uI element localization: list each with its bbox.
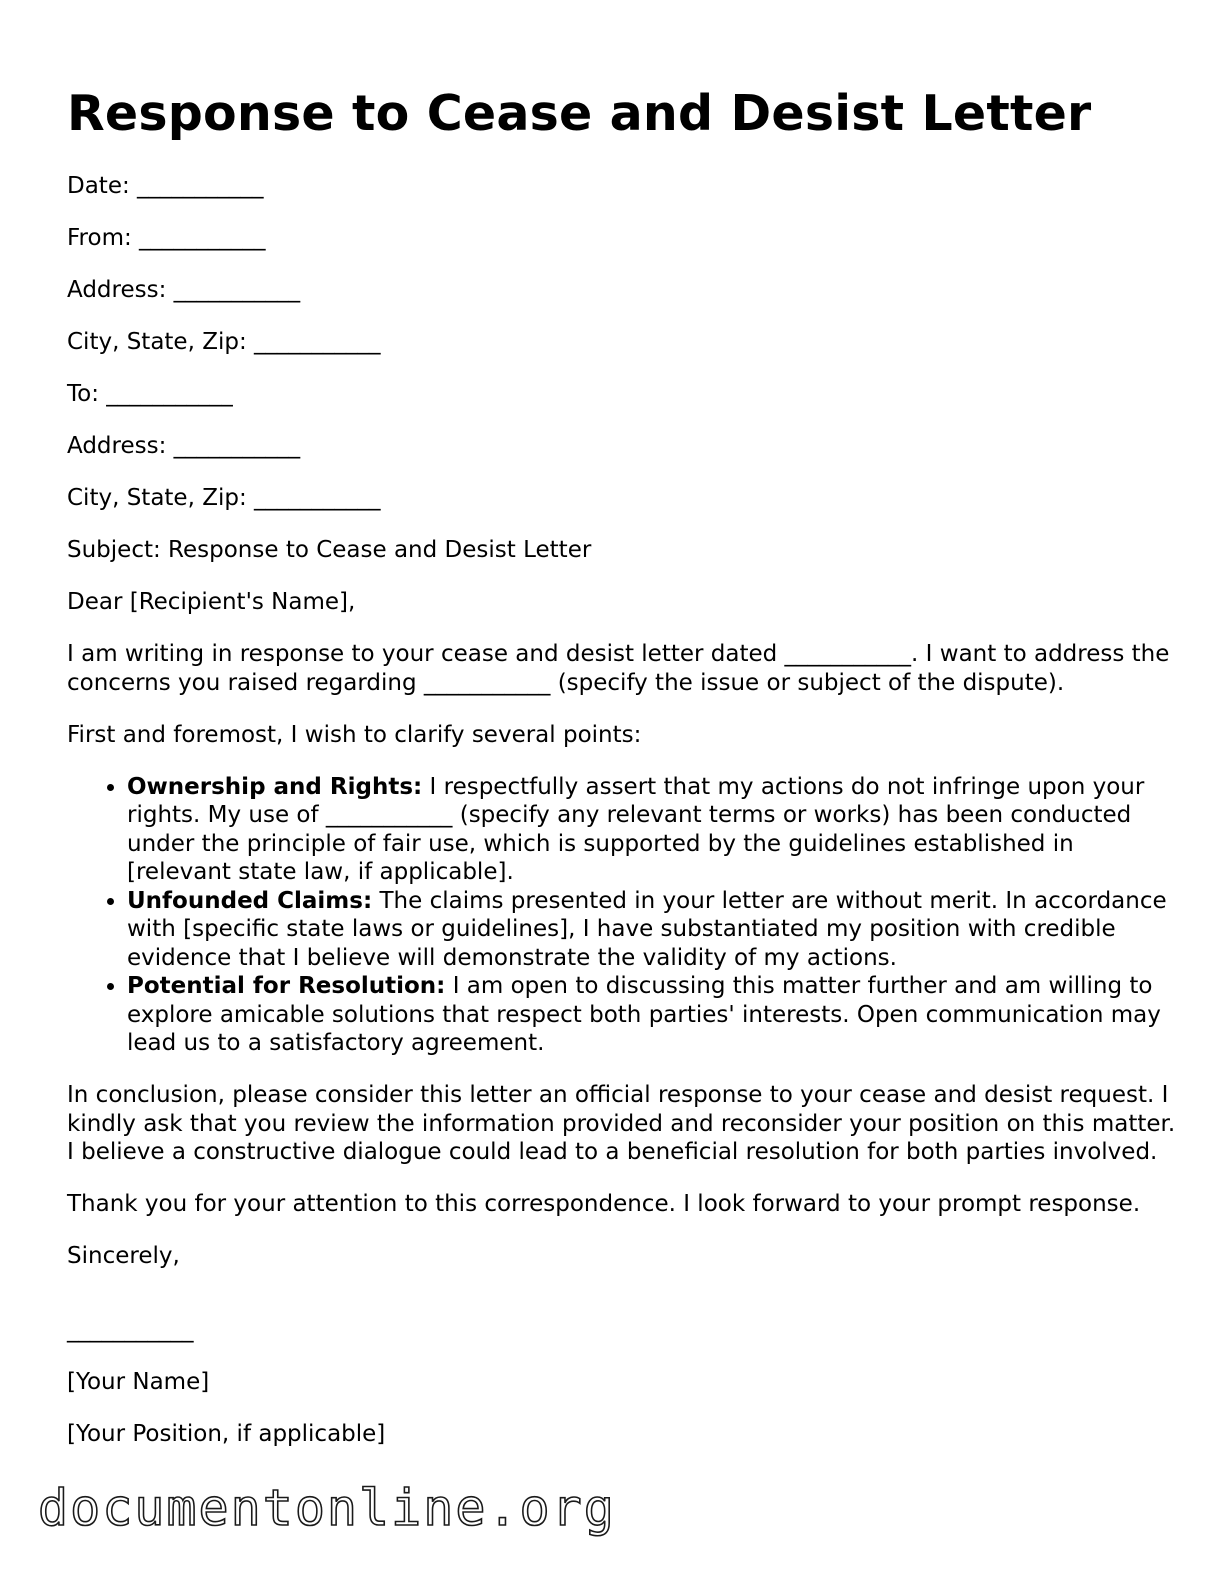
point-heading: Unfounded Claims: — [127, 887, 373, 914]
to-field: To: ___________ — [67, 381, 233, 407]
closing: Sincerely, — [67, 1243, 180, 1269]
page-title: Response to Cease and Desist Letter — [67, 85, 1092, 142]
from-address-field: Address: ___________ — [67, 277, 301, 303]
list-item — [127, 972, 1177, 1058]
salutation: Dear [Recipient's Name], — [67, 589, 356, 615]
points-intro: First and foremost, I wish to clarify several points: — [67, 721, 642, 748]
conclusion-paragraph: In conclusion, please consider this letter an official response to your cease and desist request. I kindly ask that you review the information provided and reconsider your position on this matter. I believe a constructive dialogue could lead to a beneficial resolution for both parties involved. — [67, 1082, 1176, 1165]
subject-line: Subject: Response to Cease and Desist Letter — [67, 537, 592, 563]
point-heading: Potential for Resolution: — [127, 973, 446, 999]
from-city-state-zip-field: City, State, Zip: ___________ — [67, 329, 381, 355]
point-heading: Ownership and Rights: — [127, 773, 423, 800]
signature-line: ___________ — [67, 1317, 194, 1343]
points-list — [67, 773, 1177, 1058]
list-item — [127, 887, 1177, 973]
point-text: I am open to discussing this matter further and am willing to explore amicable solutions that respect both parties' interests. Open communication may lead us to a satisfactory agreement. — [127, 973, 1161, 1056]
list-item — [127, 773, 1177, 887]
watermark: documentonline.org — [38, 1479, 616, 1537]
to-city-state-zip-field: City, State, Zip: ___________ — [67, 485, 381, 511]
intro-paragraph: I am writing in response to your cease and desist letter dated ___________. I want to address the concerns you raised regarding ___________ (specify the issue or subject of the dispute). — [67, 641, 1170, 696]
point-text: The claims presented in your letter are without merit. In accordance with [specific state laws or guidelines], I have substantiated my position with credible evidence that I believe will demonstrate the validity of my actions. — [127, 887, 1167, 971]
letter-page — [67, 82, 1177, 1472]
your-position: [Your Position, if applicable] — [67, 1421, 386, 1447]
date-field: Date: ___________ — [67, 173, 264, 199]
your-name: [Your Name] — [67, 1369, 210, 1395]
point-text: I respectfully assert that my actions do not infringe upon your rights. My use of ___________ (specify any relevant terms or works) has been conducted under the principle of fair use, which is supported by the guidelines established in [relevant state law, if applicable]. — [127, 773, 1145, 885]
to-address-field: Address: ___________ — [67, 433, 301, 459]
thanks-paragraph: Thank you for your attention to this correspondence. I look forward to your prompt response. — [67, 1191, 1141, 1217]
from-field: From: ___________ — [67, 225, 266, 251]
